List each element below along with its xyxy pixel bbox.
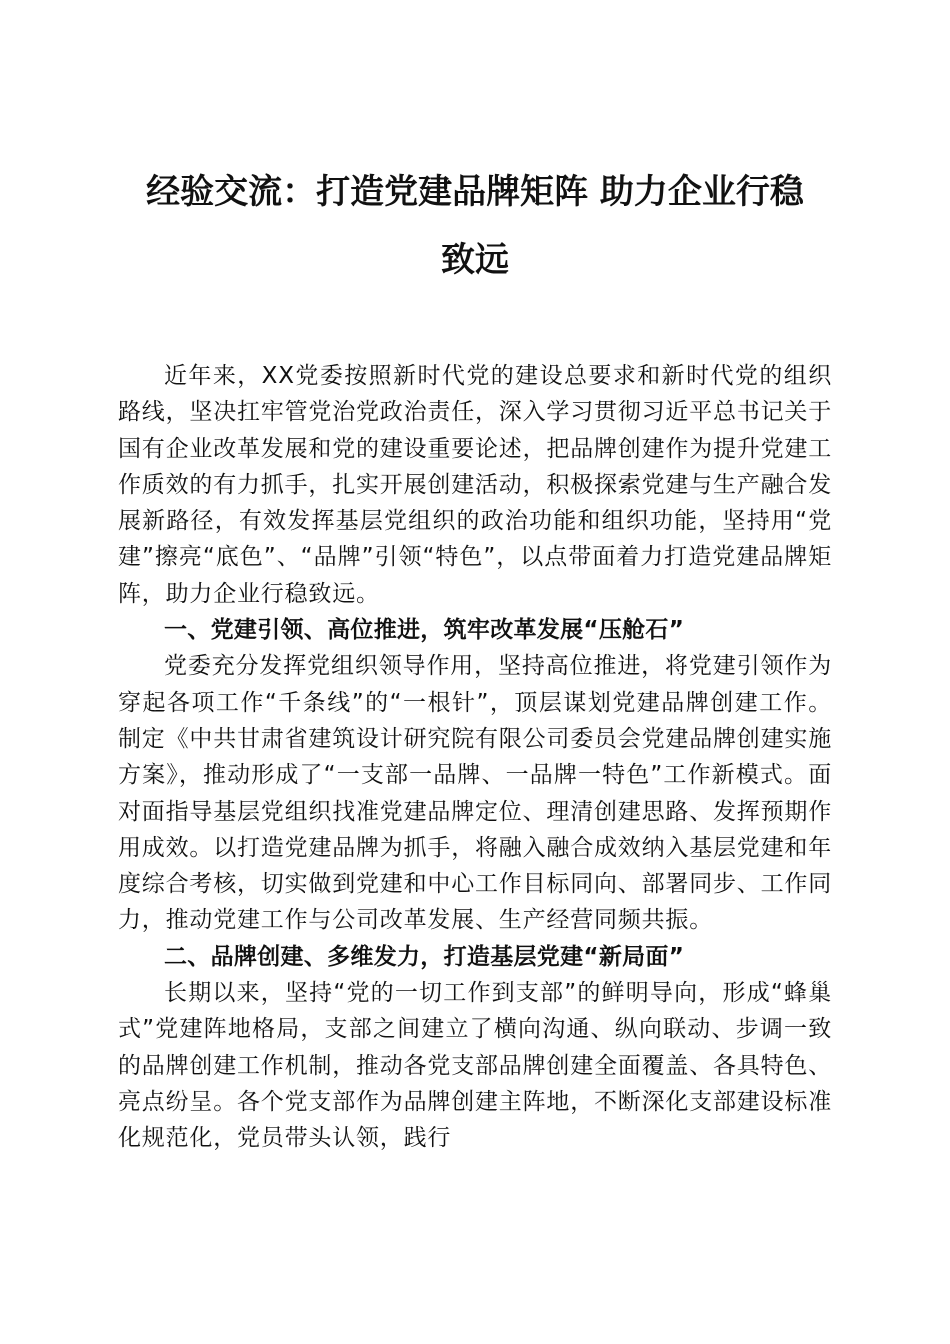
section-heading-1: 一、党建引领、高位推进，筑牢改革发展“压舱石”	[164, 617, 685, 644]
paragraph-section-2: 长期以来，坚持“党的一切工作到支部”的鲜明导向，形成“蜂巢式”党建阵地格局，支部之间建立了横向沟通、纵向联动、步调一致的品牌创建工作机制，推动各党支部品牌创建全面覆盖、各具特色、亮点纷呈。各个党支部作为品牌创建主阵地，不断深化支部建设标准化规范化，党员带头认领，践行	[118, 980, 832, 1152]
document-title-line-2: 致远	[441, 240, 509, 280]
document-title-line-1: 经验交流：打造党建品牌矩阵 助力企业行稳	[146, 172, 804, 212]
section-heading-2: 二、品牌创建、多维发力，打造基层党建“新局面”	[164, 943, 685, 970]
paragraph-section-1: 党委充分发挥党组织领导作用，坚持高位推进，将党建引领作为穿起各项工作“千条线”的“一根针”，顶层谋划党建品牌创建工作。制定《中共甘肃省建筑设计研究院有限公司委员会党建品牌创建实施方案》，推动形成了“一支部一品牌、一品牌一特色”工作新模式。面对面指导基层党组织找准党建品牌定位、理清创建思路、发挥预期作用成效。以打造党建品牌为抓手，将融入融合成效纳入基层党建和年度综合考核，切实做到党建和中心工作目标同向、部署同步、工作同力，推动党建工作与公司改革发展、生产经营同频共振。	[118, 653, 832, 934]
paragraph-intro: 近年来，XX党委按照新时代党的建设总要求和新时代党的组织路线，坚决扛牢管党治党政治责任，深入学习贯彻习近平总书记关于国有企业改革发展和党的建设重要论述，把品牌创建作为提升党建工作质效的有力抓手，扎实开展创建活动，积极探索党建与生产融合发展新路径，有效发挥基层党组织的政治功能和组织功能，坚持用“党建”擦亮“底色”、“品牌”引领“特色”，以点带面着力打造党建品牌矩阵，助力企业行稳致远。	[118, 363, 832, 607]
document-body	[118, 358, 832, 1157]
